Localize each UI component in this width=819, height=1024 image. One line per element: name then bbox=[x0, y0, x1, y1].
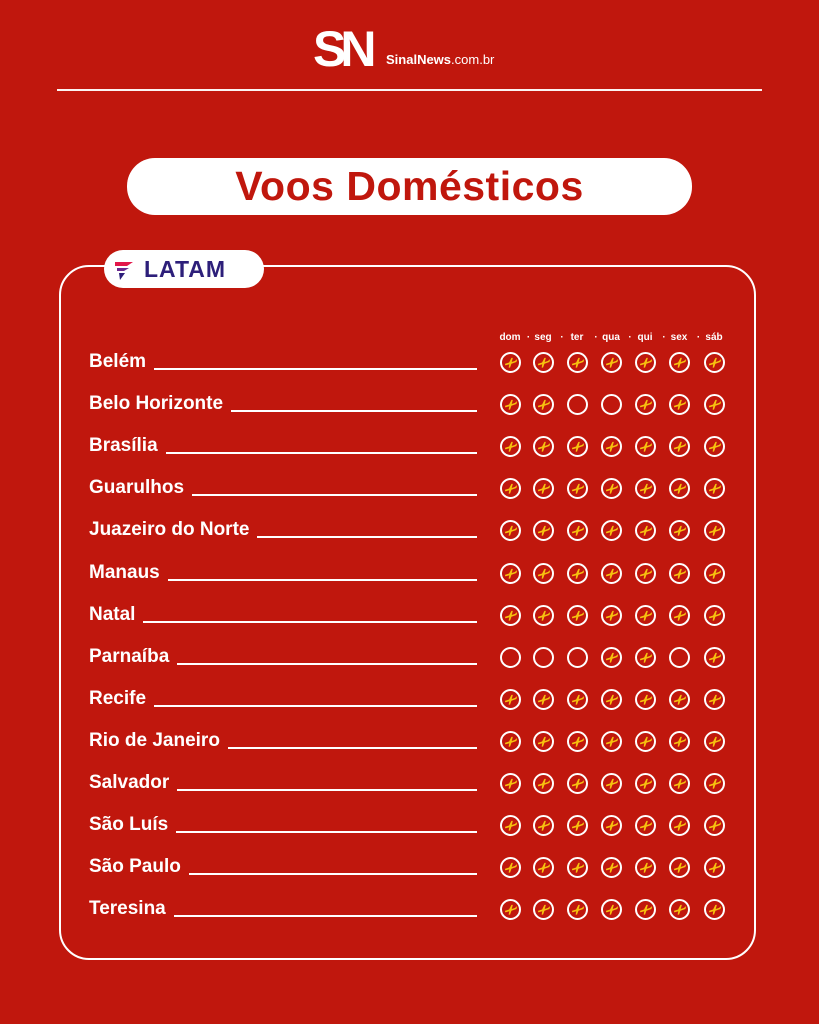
schedule-row bbox=[89, 435, 739, 465]
schedule-row bbox=[89, 898, 739, 928]
flight-available-icon bbox=[601, 605, 622, 626]
flight-available-icon bbox=[533, 689, 554, 710]
flight-available-icon bbox=[533, 899, 554, 920]
flight-available-icon bbox=[601, 815, 622, 836]
flight-available-icon bbox=[635, 689, 656, 710]
flight-available-icon bbox=[567, 352, 588, 373]
leader-line bbox=[257, 536, 477, 538]
flight-available-icon bbox=[704, 563, 725, 584]
flight-available-icon bbox=[533, 436, 554, 457]
flight-available-icon bbox=[533, 857, 554, 878]
flight-available-icon bbox=[601, 352, 622, 373]
flight-available-icon bbox=[567, 899, 588, 920]
city-name: Juazeiro do Norte bbox=[89, 519, 250, 540]
leader-line bbox=[176, 831, 477, 833]
flight-available-icon bbox=[635, 478, 656, 499]
flight-available-icon bbox=[669, 857, 690, 878]
site-name-bold: SinalNews bbox=[386, 52, 452, 67]
weekday-separator: · bbox=[696, 332, 701, 343]
airline-name: LATAM bbox=[144, 255, 227, 282]
page-title: Voos Domésticos bbox=[235, 163, 584, 209]
leader-line bbox=[154, 705, 477, 707]
flight-available-icon bbox=[635, 352, 656, 373]
flight-available-icon bbox=[533, 478, 554, 499]
flight-available-icon bbox=[704, 605, 725, 626]
flight-available-icon bbox=[635, 857, 656, 878]
flight-available-icon bbox=[704, 815, 725, 836]
schedule-row bbox=[89, 604, 739, 634]
flight-available-icon bbox=[567, 520, 588, 541]
city-name: Belém bbox=[89, 351, 147, 372]
leader-line bbox=[189, 873, 477, 875]
flight-available-icon bbox=[567, 773, 588, 794]
weekday-separator: · bbox=[594, 332, 598, 343]
schedule-row bbox=[89, 688, 739, 718]
flight-available-icon bbox=[635, 899, 656, 920]
flight-available-icon bbox=[669, 563, 690, 584]
flight-available-icon bbox=[669, 520, 690, 541]
flight-available-icon bbox=[500, 899, 521, 920]
weekday-sex: sex bbox=[670, 332, 688, 343]
weekday-dom: dom bbox=[499, 332, 521, 343]
flight-available-icon bbox=[500, 520, 521, 541]
city-name: Brasília bbox=[89, 435, 158, 456]
flight-available-icon bbox=[635, 394, 656, 415]
flight-available-icon bbox=[704, 857, 725, 878]
flight-available-icon bbox=[500, 857, 521, 878]
flight-available-icon bbox=[635, 520, 656, 541]
flight-available-icon bbox=[533, 731, 554, 752]
latam-logo-icon bbox=[112, 256, 138, 282]
city-name: São Luís bbox=[89, 814, 169, 835]
flight-available-icon bbox=[704, 520, 725, 541]
schedule-row bbox=[89, 519, 739, 549]
flight-available-icon bbox=[704, 773, 725, 794]
site-logo bbox=[313, 22, 513, 72]
sn-logo-mark bbox=[313, 22, 383, 72]
schedule-row bbox=[89, 477, 739, 507]
flight-available-icon bbox=[601, 731, 622, 752]
weekday-ter: ter bbox=[570, 332, 584, 343]
flight-available-icon bbox=[500, 815, 521, 836]
schedule-row bbox=[89, 730, 739, 760]
flight-available-icon bbox=[533, 605, 554, 626]
leader-line bbox=[228, 747, 477, 749]
flight-available-icon bbox=[635, 436, 656, 457]
svg-text:SN: SN bbox=[313, 22, 371, 72]
no-flight-icon bbox=[567, 647, 588, 668]
flight-available-icon bbox=[635, 815, 656, 836]
city-name: Parnaíba bbox=[89, 646, 170, 667]
flight-available-icon bbox=[500, 394, 521, 415]
flight-available-icon bbox=[567, 815, 588, 836]
flight-available-icon bbox=[567, 689, 588, 710]
site-name bbox=[386, 52, 494, 67]
flight-available-icon bbox=[601, 773, 622, 794]
flight-available-icon bbox=[635, 605, 656, 626]
title-banner bbox=[127, 158, 692, 215]
schedule-row bbox=[89, 562, 739, 592]
flight-available-icon bbox=[601, 689, 622, 710]
flight-available-icon bbox=[500, 773, 521, 794]
city-name: Recife bbox=[89, 688, 147, 709]
flight-available-icon bbox=[669, 605, 690, 626]
flight-available-icon bbox=[601, 478, 622, 499]
flight-available-icon bbox=[533, 563, 554, 584]
schedule-row bbox=[89, 393, 739, 423]
flight-available-icon bbox=[704, 478, 725, 499]
flight-available-icon bbox=[500, 689, 521, 710]
flight-available-icon bbox=[601, 436, 622, 457]
city-name: Natal bbox=[89, 604, 136, 625]
leader-line bbox=[177, 663, 477, 665]
flight-available-icon bbox=[669, 478, 690, 499]
flight-available-icon bbox=[567, 857, 588, 878]
city-name: Rio de Janeiro bbox=[89, 730, 220, 751]
schedule-row bbox=[89, 646, 739, 676]
flight-available-icon bbox=[669, 773, 690, 794]
leader-line bbox=[231, 410, 477, 412]
site-domain: .com.br bbox=[451, 52, 495, 67]
leader-line bbox=[143, 621, 477, 623]
no-flight-icon bbox=[500, 647, 521, 668]
flight-available-icon bbox=[669, 394, 690, 415]
flight-available-icon bbox=[567, 731, 588, 752]
flight-available-icon bbox=[635, 647, 656, 668]
leader-line bbox=[192, 494, 477, 496]
schedule-row bbox=[89, 856, 739, 886]
flight-available-icon bbox=[704, 899, 725, 920]
weekday-separator: · bbox=[628, 332, 632, 343]
city-name: Salvador bbox=[89, 772, 170, 793]
no-flight-icon bbox=[669, 647, 690, 668]
flight-available-icon bbox=[533, 520, 554, 541]
weekday-sáb: sáb bbox=[705, 332, 723, 343]
leader-line bbox=[166, 452, 477, 454]
header-divider bbox=[57, 89, 762, 91]
flight-available-icon bbox=[635, 773, 656, 794]
schedule-row bbox=[89, 351, 739, 381]
flight-available-icon bbox=[669, 436, 690, 457]
flight-available-icon bbox=[669, 731, 690, 752]
weekday-qua: qua bbox=[602, 332, 620, 343]
schedule-row bbox=[89, 772, 739, 802]
flight-available-icon bbox=[635, 563, 656, 584]
flight-available-icon bbox=[669, 689, 690, 710]
flight-available-icon bbox=[500, 605, 521, 626]
airline-badge bbox=[104, 250, 264, 288]
flight-available-icon bbox=[500, 436, 521, 457]
flight-available-icon bbox=[500, 478, 521, 499]
flight-available-icon bbox=[704, 689, 725, 710]
flight-available-icon bbox=[533, 352, 554, 373]
flight-available-icon bbox=[601, 563, 622, 584]
flight-available-icon bbox=[500, 563, 521, 584]
flight-available-icon bbox=[533, 394, 554, 415]
flight-available-icon bbox=[669, 352, 690, 373]
flight-available-icon bbox=[635, 731, 656, 752]
flight-available-icon bbox=[704, 352, 725, 373]
flight-available-icon bbox=[533, 773, 554, 794]
no-flight-icon bbox=[533, 647, 554, 668]
city-name: Teresina bbox=[89, 898, 166, 919]
weekday-separator: · bbox=[560, 332, 564, 343]
leader-line bbox=[174, 915, 477, 917]
flight-available-icon bbox=[567, 436, 588, 457]
no-flight-icon bbox=[601, 394, 622, 415]
city-name: São Paulo bbox=[89, 856, 181, 877]
city-name: Belo Horizonte bbox=[89, 393, 224, 414]
weekday-seg: seg bbox=[534, 332, 552, 343]
no-flight-icon bbox=[567, 394, 588, 415]
flight-available-icon bbox=[601, 857, 622, 878]
weekday-separator: · bbox=[526, 332, 531, 343]
flight-available-icon bbox=[601, 520, 622, 541]
flight-available-icon bbox=[500, 731, 521, 752]
leader-line bbox=[177, 789, 477, 791]
flight-available-icon bbox=[704, 731, 725, 752]
weekday-qui: qui bbox=[637, 332, 653, 343]
flight-available-icon bbox=[704, 647, 725, 668]
flight-available-icon bbox=[533, 815, 554, 836]
city-name: Guarulhos bbox=[89, 477, 185, 498]
flight-available-icon bbox=[669, 815, 690, 836]
weekday-separator: · bbox=[662, 332, 666, 343]
leader-line bbox=[168, 579, 477, 581]
flight-available-icon bbox=[500, 352, 521, 373]
flight-available-icon bbox=[567, 605, 588, 626]
flight-available-icon bbox=[669, 899, 690, 920]
city-name: Manaus bbox=[89, 562, 160, 583]
flight-available-icon bbox=[704, 436, 725, 457]
flight-available-icon bbox=[567, 478, 588, 499]
flight-available-icon bbox=[567, 563, 588, 584]
leader-line bbox=[154, 368, 477, 370]
schedule-row bbox=[89, 814, 739, 844]
flight-available-icon bbox=[601, 647, 622, 668]
flight-available-icon bbox=[601, 899, 622, 920]
flight-available-icon bbox=[704, 394, 725, 415]
